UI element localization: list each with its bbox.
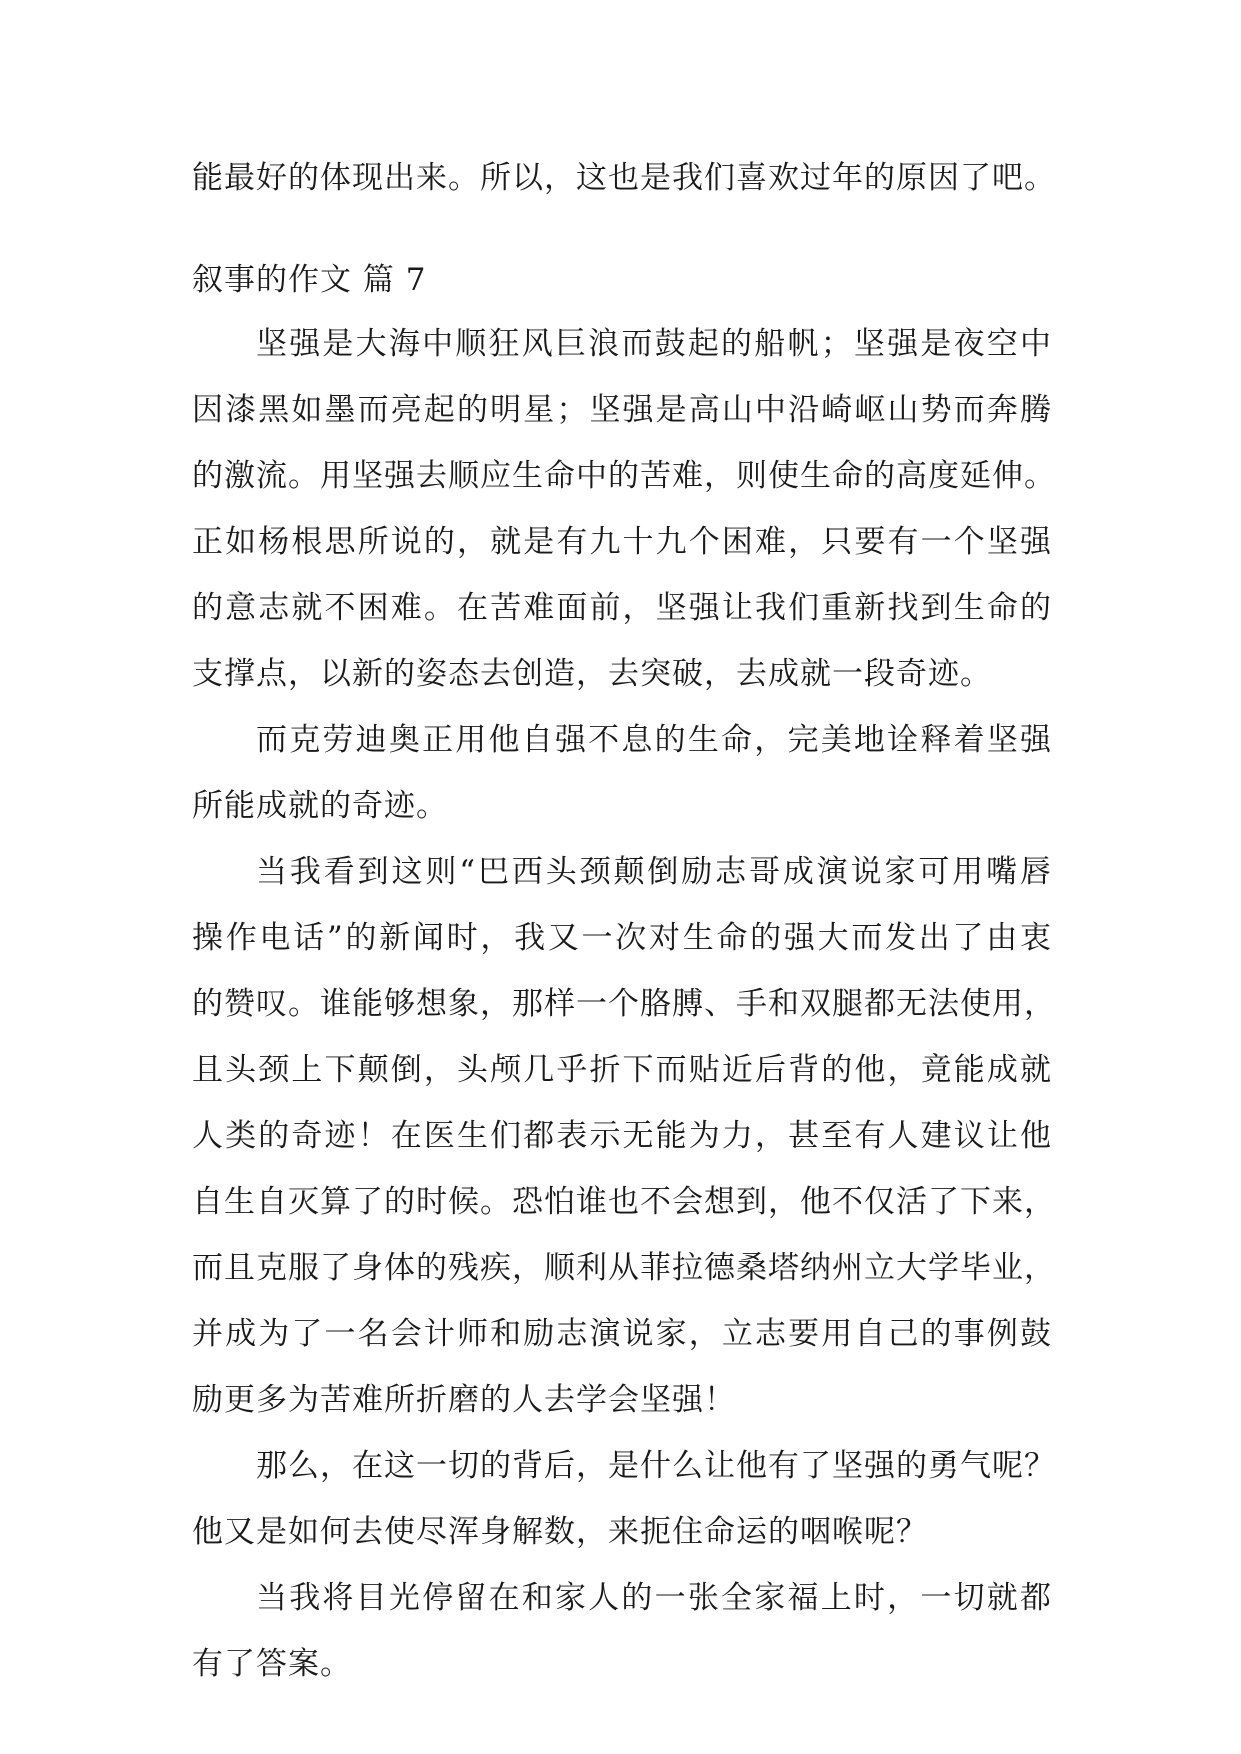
paragraph-4: [192, 1446, 1056, 1552]
paragraph-line: 的意志就不困难。在苦难面前，坚强让我们重新找到生命的: [192, 590, 1052, 626]
paragraph-5: [192, 1578, 1052, 1684]
paragraph-line: 所能成就的奇迹。: [192, 788, 448, 824]
intro-tail-line: 能最好的体现出来。所以，这也是我们喜欢过年的原因了吧。: [192, 160, 1056, 196]
paragraph-line: 他又是如何去使尽浑身解数，来扼住命运的咽喉呢？: [192, 1514, 928, 1550]
paragraph-line: 并成为了一名会计师和励志演说家，立志要用自己的事例鼓: [192, 1316, 1052, 1352]
section-title: 叙事的作文 篇 7: [192, 262, 427, 298]
document-page: [192, 158, 1056, 1684]
paragraph-line: 的激流。用坚强去顺应生命中的苦难，则使生命的高度延伸。: [192, 458, 1056, 494]
paragraph-line: 当我将目光停留在和家人的一张全家福上时，一切就都: [256, 1580, 1052, 1616]
paragraph-line: 操作电话”的新闻时，我又一次对生命的强大而发出了由衷: [192, 920, 1052, 956]
paragraph-line: 自生自灭算了的时候。恐怕谁也不会想到，他不仅活了下来，: [192, 1184, 1056, 1220]
paragraph-line: 励更多为苦难所折磨的人去学会坚强！: [192, 1382, 736, 1418]
paragraph-line: 那么，在这一切的背后，是什么让他有了坚强的勇气呢？: [256, 1448, 1056, 1484]
paragraph-line: 坚强是大海中顺狂风巨浪而鼓起的船帆；坚强是夜空中: [256, 326, 1052, 362]
paragraph-line: 而且克服了身体的残疾，顺利从菲拉德桑塔纳州立大学毕业，: [192, 1250, 1056, 1286]
paragraph-line: 且头颈上下颠倒，头颅几乎折下而贴近后背的他，竟能成就: [192, 1052, 1052, 1088]
paragraph-line: 的赞叹。谁能够想象，那样一个胳膊、手和双腿都无法使用，: [192, 986, 1056, 1022]
paragraph-3: [192, 852, 1056, 1420]
paragraph-line: 因漆黑如墨而亮起的明星；坚强是高山中沿崎岖山势而奔腾: [192, 392, 1052, 428]
paragraph-line: 人类的奇迹！在医生们都表示无能为力，甚至有人建议让他: [192, 1118, 1052, 1154]
paragraph-line: 支撑点，以新的姿态去创造，去突破，去成就一段奇迹。: [192, 656, 992, 692]
paragraph-line: 有了答案。: [192, 1646, 352, 1682]
paragraph-line: 当我看到这则“巴西头颈颠倒励志哥成演说家可用嘴唇: [256, 854, 1052, 890]
paragraph-line: 正如杨根思所说的，就是有九十九个困难，只要有一个坚强: [192, 524, 1052, 560]
paragraph-2: [192, 720, 1052, 826]
paragraph-1: [192, 324, 1056, 694]
paragraph-line: 而克劳迪奥正用他自强不息的生命，完美地诠释着坚强: [256, 722, 1052, 758]
